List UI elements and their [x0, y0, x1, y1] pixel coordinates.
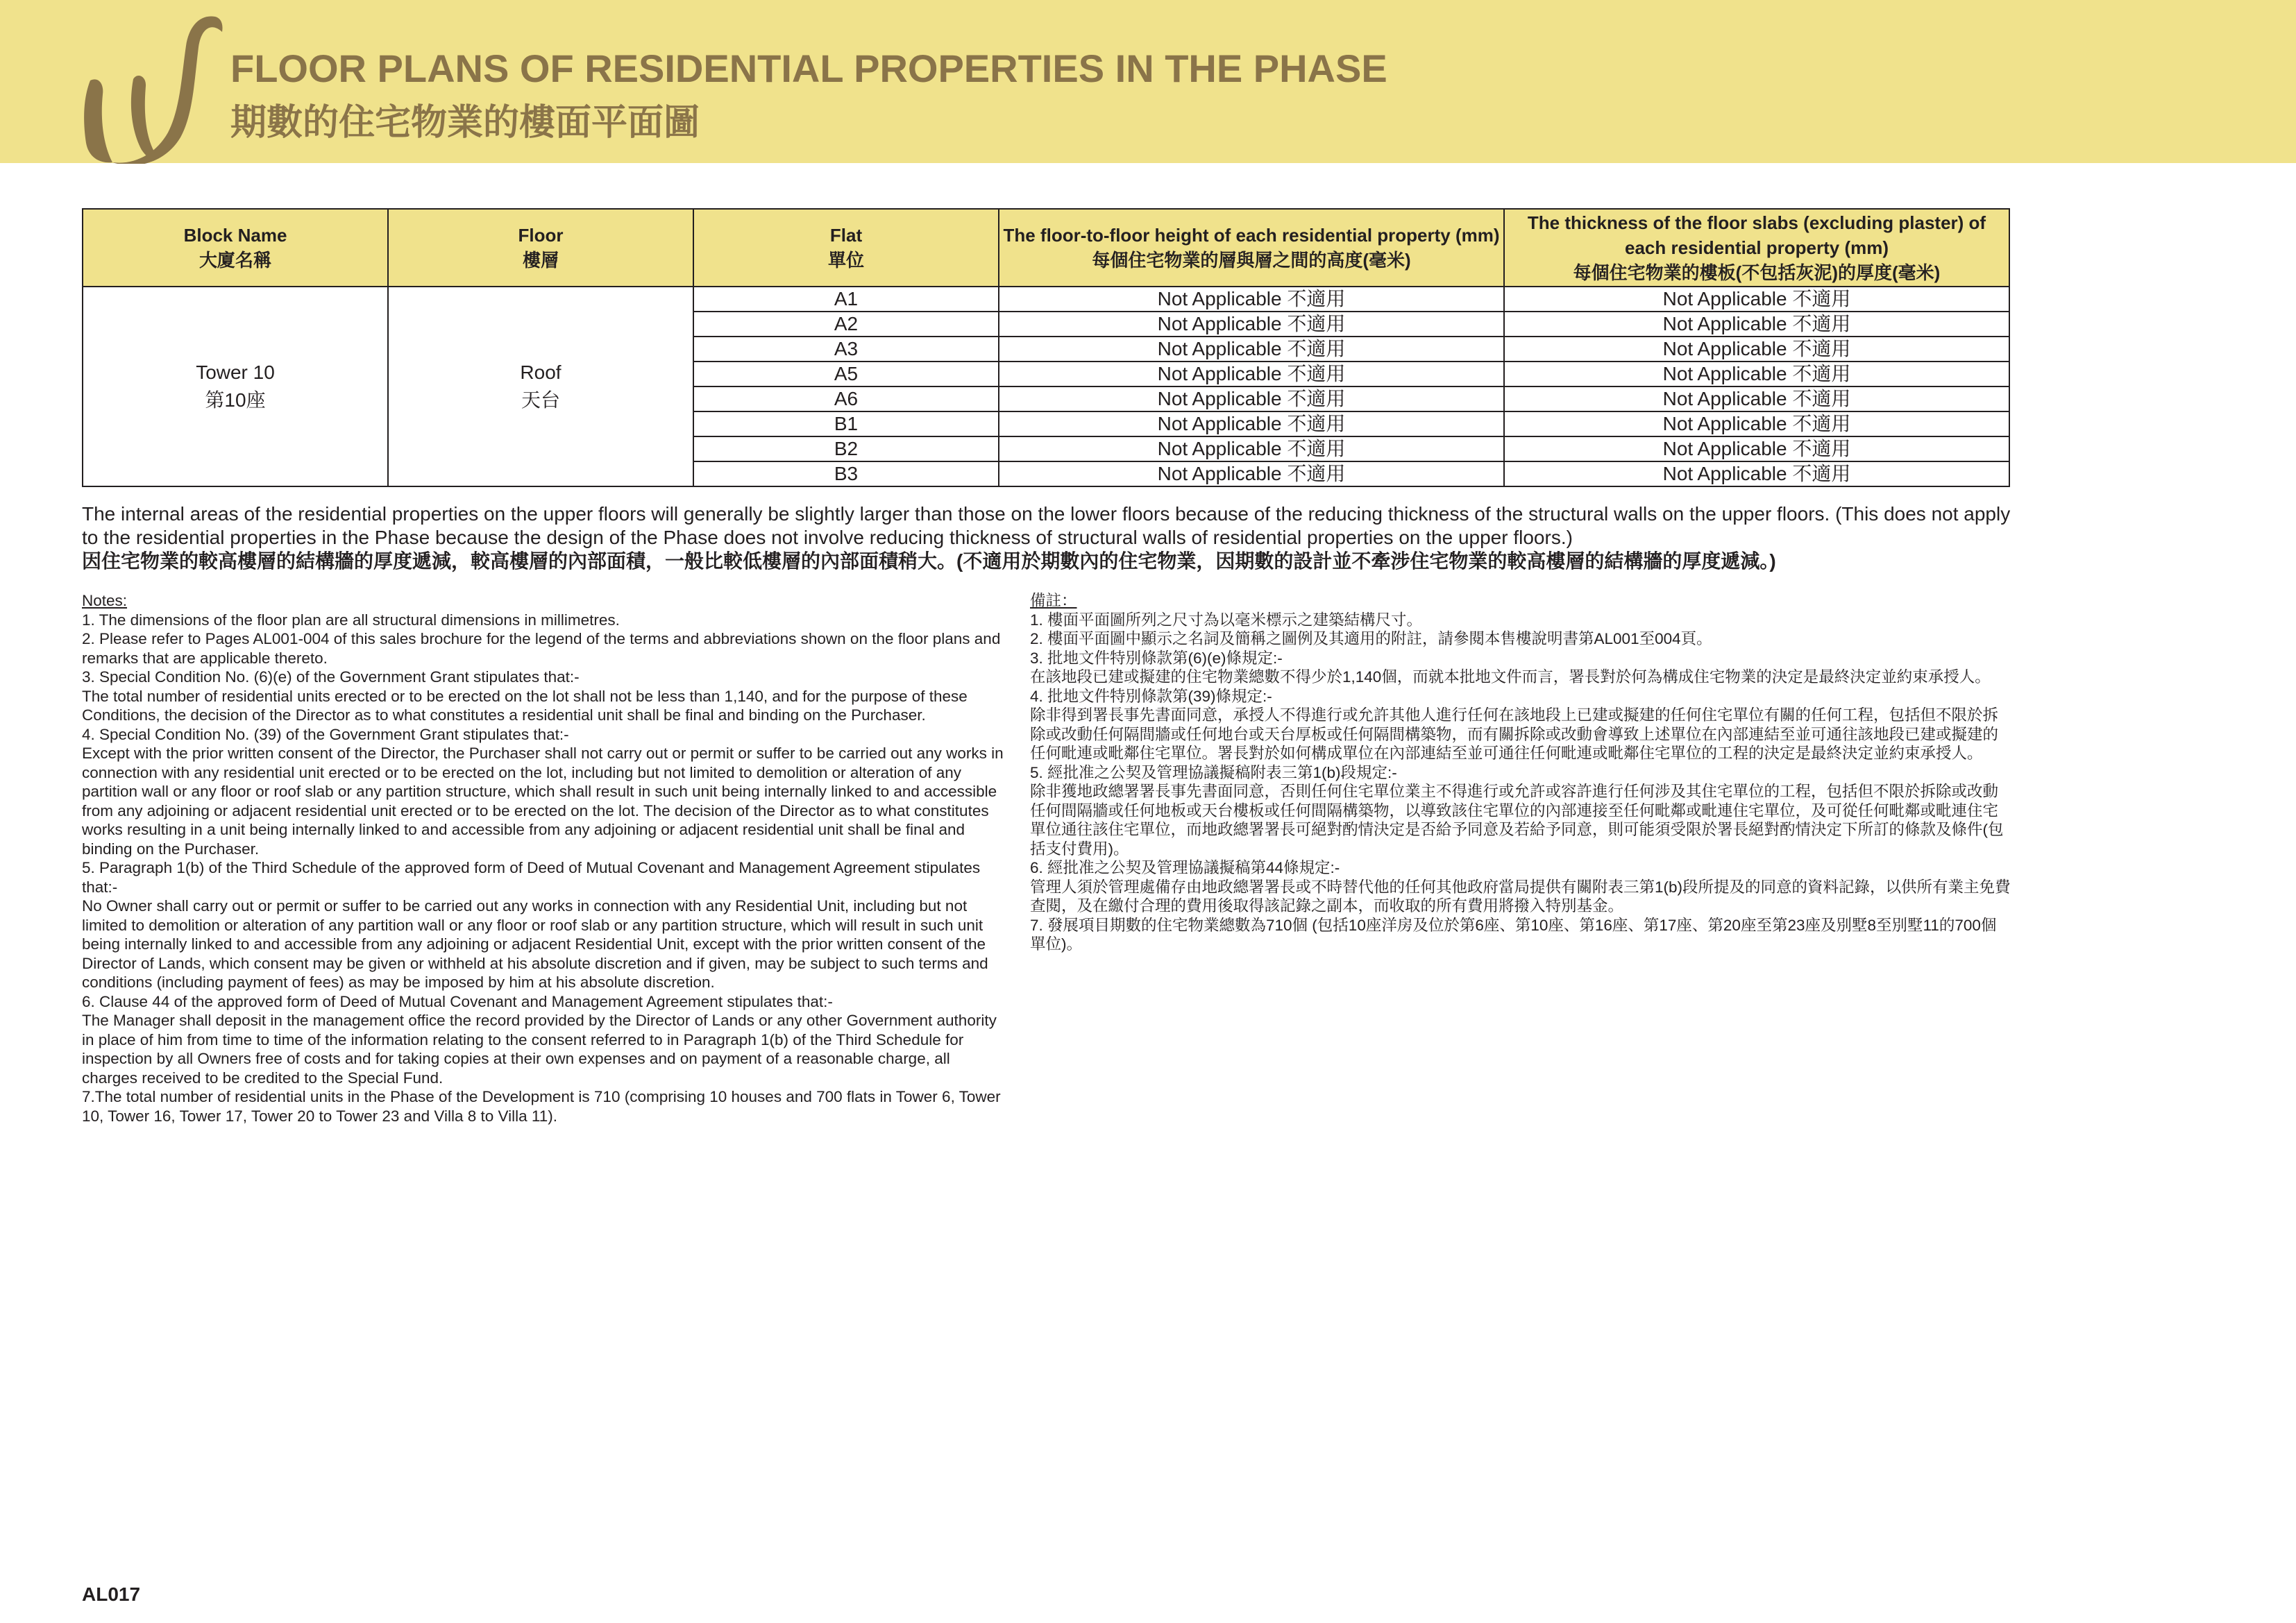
notes-heading: Notes: — [82, 592, 128, 609]
flat-cell: A1 — [693, 287, 999, 312]
slab-cell: Not Applicable 不適用 — [1504, 312, 2009, 337]
note-line-zh: 在該地段已建或擬建的住宅物業總數不得少於1,140個，而就本批地文件而言，署長對於何為構成住宅物業的決定是最終決定並約束承授人。 — [1030, 668, 1991, 686]
internal-areas-statement — [82, 502, 2018, 573]
internal-areas-en: The internal areas of the residential properties on the upper floors will generally be slightly larger than those on the lower floors because of the reducing thickness of the structural walls on the upper floors. (This does not apply to the residential properties in the Phase because the design of the Phase does not involve reducing thickness of structural walls of residential properties on the upper floors.) — [82, 503, 2011, 548]
note-line-zh: 2. 樓面平面圖中顯示之名詞及簡稱之圖例及其適用的附註，請參閱本售樓說明書第AL001至004頁。 — [1030, 630, 1712, 647]
development-logo — [69, 4, 229, 164]
note-line-zh: 1. 樓面平面圖所列之尺寸為以毫米標示之建築結構尺寸。 — [1030, 611, 1423, 629]
note-line: 2. Please refer to Pages AL001-004 of this sales brochure for the legend of the terms and abbreviations shown on the floor plans and remarks that are applicable thereto. — [82, 630, 1001, 667]
flat-cell: B3 — [693, 461, 999, 486]
flat-cell: A6 — [693, 386, 999, 411]
note-line: 5. Paragraph 1(b) of the Third Schedule of the approved form of Deed of Mutual Covenant and Management Agreement stipulates that:- — [82, 859, 981, 896]
note-line: No Owner shall carry out or permit or suffer to be carried out any works in connection with any Residential Unit, including but not limited to demolition or alteration of any partition wall or any floor or roof slab or any partition structure, which will result in such unit being internally linked to and accessible from any adjoining or adjacent Residential Unit, except with the prior written consent of the Director of Lands, which consent may be given or withheld at his absolute discretion and if given, may be subject to such terms and conditions (including payment of fees) as may be imposed by him at his absolute discretion. — [82, 897, 988, 991]
note-line-zh: 7. 發展項目期數的住宅物業總數為710個 (包括10座洋房及位於第6座、第10座、第16座、第17座、第20座至第23座及別墅8至別墅11的700個單位)。 — [1030, 916, 1997, 953]
note-line: Except with the prior written consent of the Director, the Purchaser shall not carry out or permit or suffer to be carried out any works in connection with any residential unit erected or to be erected on the lot, including but not limited to demolition or alteration of any partition wall or any floor or roof slab or any partition structure, which shall result in such unit being internally linked to and accessible from any adjoining or adjacent residential unit erected or to be erected on the lot. The decision of the Director as to what constitutes works resulting in a unit being internally linked to and accessible from any adjoining or adjacent residential unit shall be final and binding on the Purchaser. — [82, 745, 1004, 858]
slab-cell: Not Applicable 不適用 — [1504, 436, 2009, 461]
flat-cell: B2 — [693, 436, 999, 461]
floor-height-table — [82, 208, 2010, 487]
flat-cell: B1 — [693, 411, 999, 436]
flat-cell: A3 — [693, 337, 999, 362]
note-line-zh: 除非得到署長事先書面同意，承授人不得進行或允許其他人進行任何在該地段上已建或擬建的任何住宅單位有關的任何工程，包括但不限於拆除或改動任何隔間牆或任何地台或天台厚板或任何隔間構築物，而有關拆除或改動會導致上述單位在內部連結至並可通往該地段已建或擬建的任何毗連或毗鄰住宅單位。署長對於如何構成單位在內部連結至並可通往任何毗連或毗鄰住宅單位的工程的決定是最終決定並約束承授人。 — [1030, 706, 1999, 762]
header-band — [0, 0, 2296, 163]
internal-areas-zh: 因住宅物業的較高樓層的結構牆的厚度遞減，較高樓層的內部面積，一般比較低樓層的內部面積稍大。(不適用於期數內的住宅物業，因期數的設計並不牽涉住宅物業的較高樓層的結構牆的厚度遞減。) — [82, 550, 1776, 572]
header-flat: Flat 單位 — [693, 209, 999, 287]
note-line-zh: 3. 批地文件特別條款第(6)(e)條規定:- — [1030, 649, 1283, 667]
note-line-zh: 管理人須於管理處備存由地政總署署長或不時替代他的任何其他政府當局提供有關附表三第1(b)段所提及的同意的資料記錄，以供所有業主免費查閱，及在繳付合理的費用後取得該記錄之副本，而收取的所有費用將撥入特別基金。 — [1030, 878, 2011, 915]
slab-cell: Not Applicable 不適用 — [1504, 386, 2009, 411]
height-cell: Not Applicable 不適用 — [999, 461, 1504, 486]
page-number: AL017 — [82, 1583, 141, 1605]
note-line: The Manager shall deposit in the management office the record provided by the Director of Lands or any other Government authority in place of him from time to time of the information relating to the consent referred to in Paragraph 1(b) of the Third Schedule for inspection by all Owners free of costs and for taking copies at their own expenses and on payment of a reasonable charge, all charges received to be credited to the Special Fund. — [82, 1012, 997, 1087]
page-title-zh: 期數的住宅物業的樓面平面圖 — [230, 103, 700, 143]
note-line: 1. The dimensions of the floor plan are all structural dimensions in millimetres. — [82, 611, 620, 629]
block-name-cell: Tower 10 第10座 — [83, 287, 388, 486]
height-cell: Not Applicable 不適用 — [999, 287, 1504, 312]
flat-cell: A2 — [693, 312, 999, 337]
slab-cell: Not Applicable 不適用 — [1504, 461, 2009, 486]
header-floor-height: The floor-to-floor height of each residential property (mm) 每個住宅物業的層與層之間的高度(毫米) — [999, 209, 1504, 287]
slab-cell: Not Applicable 不適用 — [1504, 362, 2009, 386]
note-line-zh: 4. 批地文件特別條款第(39)條規定:- — [1030, 687, 1272, 705]
note-line-zh: 6. 經批准之公契及管理協議擬稿第44條規定:- — [1030, 859, 1340, 876]
slab-cell: Not Applicable 不適用 — [1504, 411, 2009, 436]
slab-cell: Not Applicable 不適用 — [1504, 337, 2009, 362]
height-cell: Not Applicable 不適用 — [999, 362, 1504, 386]
note-line-zh: 除非獲地政總署署長事先書面同意，否則任何住宅單位業主不得進行或允許或容許進行任何涉及其住宅單位的工程，包括但不限於拆除或改動任何間隔牆或任何地板或天台樓板或任何間隔構築物，以導致該住宅單位的內部連接至任何毗鄰或毗連住宅單位，及可從任何毗鄰或毗連住宅單位通往該住宅單位，而地政總署署長可絕對酌情決定是否給予同意及若給予同意，則可能須受限於署長絕對酌情決定下所訂的條款及條件(包括支付費用)。 — [1030, 783, 2004, 858]
height-cell: Not Applicable 不適用 — [999, 436, 1504, 461]
note-line: 7.The total number of residential units in the Phase of the Development is 710 (comprising 10 houses and 700 flats in Tower 6, Tower 10, Tower 16, Tower 17, Tower 20 to Tower 23 and Villa 8 to Villa 11). — [82, 1088, 1001, 1125]
note-line: 6. Clause 44 of the approved form of Deed of Mutual Covenant and Management Agreement stipulates that:- — [82, 992, 833, 1010]
height-cell: Not Applicable 不適用 — [999, 337, 1504, 362]
height-cell: Not Applicable 不適用 — [999, 411, 1504, 436]
notes-chinese — [1030, 591, 2011, 954]
header-block-name: Block Name 大廈名稱 — [83, 209, 388, 287]
note-line: 3. Special Condition No. (6)(e) of the Government Grant stipulates that:- — [82, 668, 580, 686]
note-line: 4. Special Condition No. (39) of the Government Grant stipulates that:- — [82, 725, 569, 743]
floor-cell: Roof 天台 — [388, 287, 693, 486]
header-floor: Floor 樓層 — [388, 209, 693, 287]
table-row — [83, 287, 2009, 312]
height-cell: Not Applicable 不適用 — [999, 386, 1504, 411]
height-cell: Not Applicable 不適用 — [999, 312, 1504, 337]
slab-cell: Not Applicable 不適用 — [1504, 287, 2009, 312]
notes-english — [82, 591, 1005, 1125]
note-line-zh: 5. 經批准之公契及管理協議擬稿附表三第1(b)段規定:- — [1030, 763, 1397, 781]
header-slab-thickness: The thickness of the floor slabs (excluding plaster) of each residential property (mm) 每個住宅物業的樓板(不包括灰泥)的厚度(毫米) — [1504, 209, 2009, 287]
notes-heading-zh: 備註： — [1030, 592, 1077, 609]
note-line: The total number of residential units erected or to be erected on the lot shall not be less than 1,140, and for the purpose of these Conditions, the decision of the Director as to what constitutes a residential unit shall be final and binding on the Purchaser. — [82, 687, 968, 724]
flat-cell: A5 — [693, 362, 999, 386]
page-title: FLOOR PLANS OF RESIDENTIAL PROPERTIES IN THE PHASE — [230, 46, 1387, 90]
table-header-row — [83, 209, 2009, 287]
